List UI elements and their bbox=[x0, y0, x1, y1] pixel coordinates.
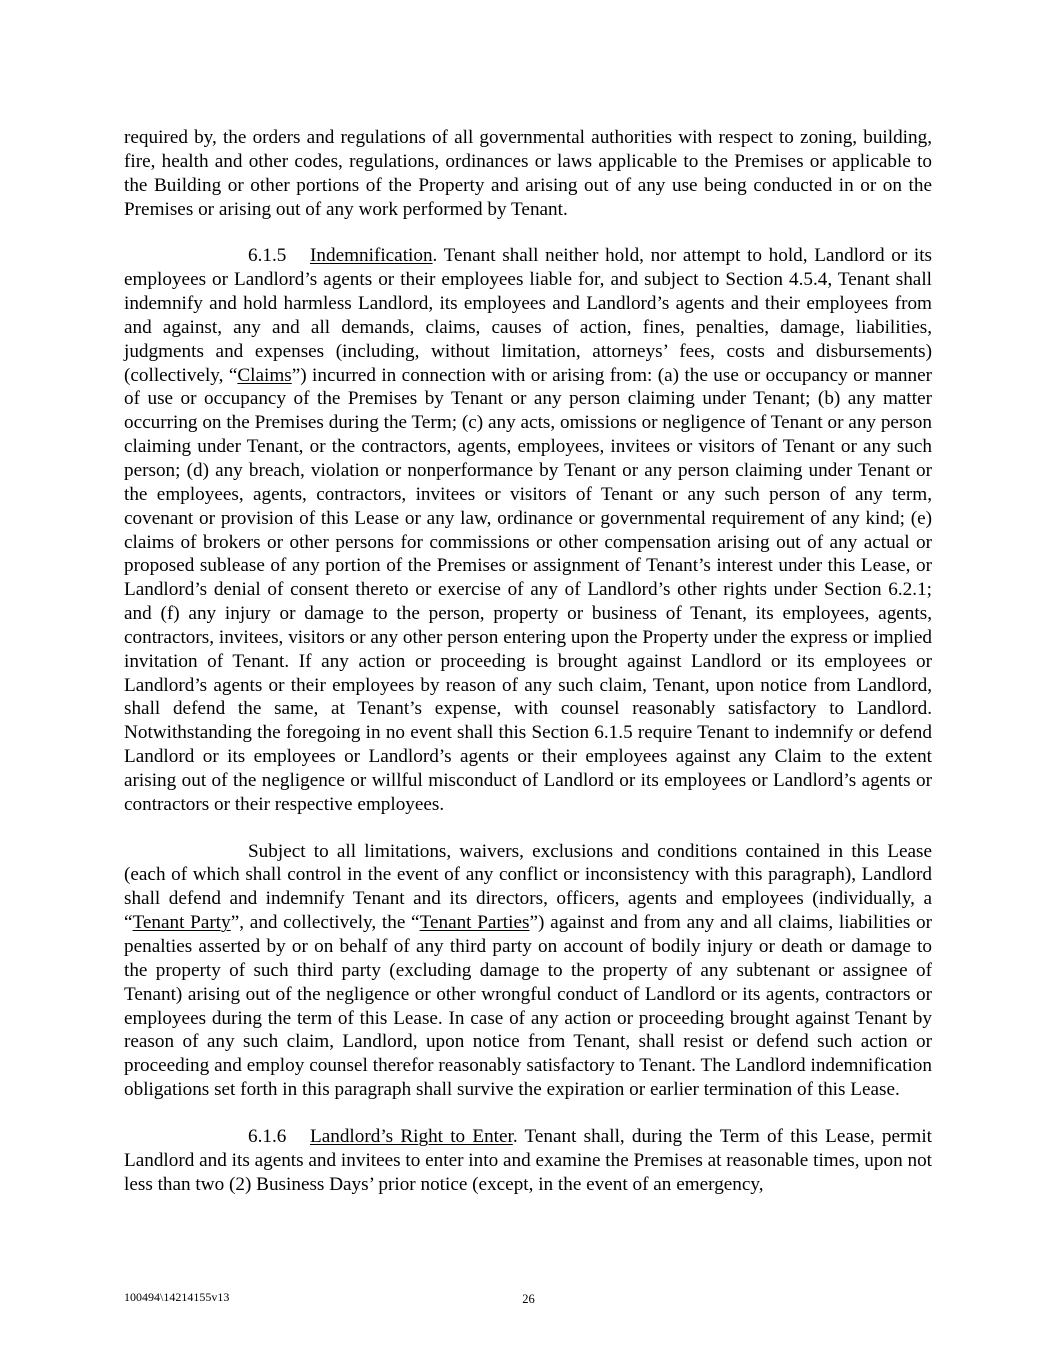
section-6-1-5 bbox=[124, 244, 932, 816]
section-6-1-6 bbox=[124, 1125, 932, 1197]
defined-term-tenant-parties: Tenant Parties bbox=[419, 912, 530, 934]
section-heading: Landlord’s Right to Enter bbox=[310, 1125, 513, 1147]
section-heading: Indemnification bbox=[310, 245, 433, 267]
defined-term-claims: Claims bbox=[237, 364, 292, 386]
paragraph-continuation bbox=[124, 126, 932, 221]
paragraph-text: required by, the orders and regulations of all governmental authorities with respect to zoning, building, fire, health and other codes, regulations, ordinances or laws applicable to the Premises or applicable to the Building or other portions of the Property and arising out of any use being conducted in or on the Premises or arising out of any work performed by Tenant. bbox=[124, 127, 932, 220]
section-text: . Tenant shall neither hold, nor attempt to hold, Landlord or its employees or Landlord’s agents or their employees liable for, and subject to Section 4.5.4, Tenant shall indemnify and hold harmless Landlord, its employees and Landlord’s agents and their employees from and against, any and all demands, claims, causes of action, fines, penalties, damage, liabilities, judgments and expenses (including, without limitation, attorneys’ fees, costs and disbursements) (collectively, “ bbox=[124, 245, 932, 386]
document-body bbox=[124, 126, 932, 1219]
footer-page-number-wrapper bbox=[0, 1292, 1055, 1307]
section-text: . Tenant shall, during the Term of this Lease, permit Landlord and its agents and invitees to enter into and examine the Premises at reasonable times, upon not less than two (2) Business Days’ prior notice (except, in the event of an emergency, bbox=[124, 1125, 932, 1195]
section-number: 6.1.5 bbox=[248, 245, 287, 267]
section-text-continued: ”) incurred in connection with or arising from: (a) the use or occupancy or manner of use or occupancy of the Premises by Tenant or any person claiming under Tenant; (b) any matter occurring on the Premises during the Term; (c) any acts, omissions or negligence of Tenant or any person claiming under Tenant, or the contractors, agents, employees, invitees or visitors of Tenant or any such person; (d) any breach, violation or nonperformance by Tenant or any person claiming under Tenant or the employees, agents, contractors, invitees or visitors of Tenant or any such person of any term, covenant or provision of this Lease or any law, ordinance or governmental requirement of any kind; (e) claims of brokers or other persons for commissions or other compensation arising out of any actual or proposed sublease of any portion of the Premises or assignment of Tenant’s interest under this Lease, or Landlord’s denial of consent thereto or exercise of any of Landlord’s other rights under Section 6.2.1; and (f) any injury or damage to the person, property or business of Tenant, its employees, agents, contractors, invitees, visitors or any other person entering upon the Property under the express or implied invitation of Tenant. If any action or proceeding is brought against Landlord or its employees or Landlord’s agents or their employees by reason of any such claim, Tenant, upon notice from Landlord, shall defend the same, at Tenant’s expense, with counsel reasonably satisfactory to Landlord. Notwithstanding the foregoing in no event shall this Section 6.1.5 require Tenant to indemnify or defend Landlord or its employees or Landlord’s agents or their employees against any Claim to the extent arising out of the negligence or willful misconduct of Landlord or its employees or Landlord’s agents or contractors or their respective employees. bbox=[124, 364, 932, 815]
defined-term-tenant-party: Tenant Party bbox=[132, 912, 231, 934]
paragraph-text: Subject to all limitations, waivers, exclusions and conditions contained in this Lease (each of which shall control in the event of any conflict or inconsistency with this paragraph), Landlord shall defend and indemnify Tenant and its directors, officers, agents and employees (individually, a “ bbox=[124, 840, 932, 934]
footer-document-id: 100494\14214155v13 bbox=[124, 1290, 230, 1304]
section-number: 6.1.6 bbox=[248, 1125, 287, 1147]
paragraph-text-continued: ”) against and from any and all claims, liabilities or penalties asserted by or on behalf of any third party on account of bodily injury or death or damage to the property of such third party (excluding damage to the property of any subtenant or assignee of Tenant) arising out of the negligence or other wrongful conduct of Landlord or its agents, contractors or employees during the term of this Lease. In case of any action or proceeding brought against Tenant by reason of any such claim, Landlord, upon notice from Tenant, shall resist or defend such action or proceeding and employ counsel therefor reasonably satisfactory to Tenant. The Landlord indemnification obligations set forth in this paragraph shall survive the expiration or earlier termination of this Lease. bbox=[124, 912, 933, 1101]
footer-page-number: 26 bbox=[522, 1292, 535, 1306]
paragraph-text-middle: ”, and collectively, the “ bbox=[230, 912, 420, 934]
landlord-indemnification-paragraph bbox=[124, 840, 932, 1102]
